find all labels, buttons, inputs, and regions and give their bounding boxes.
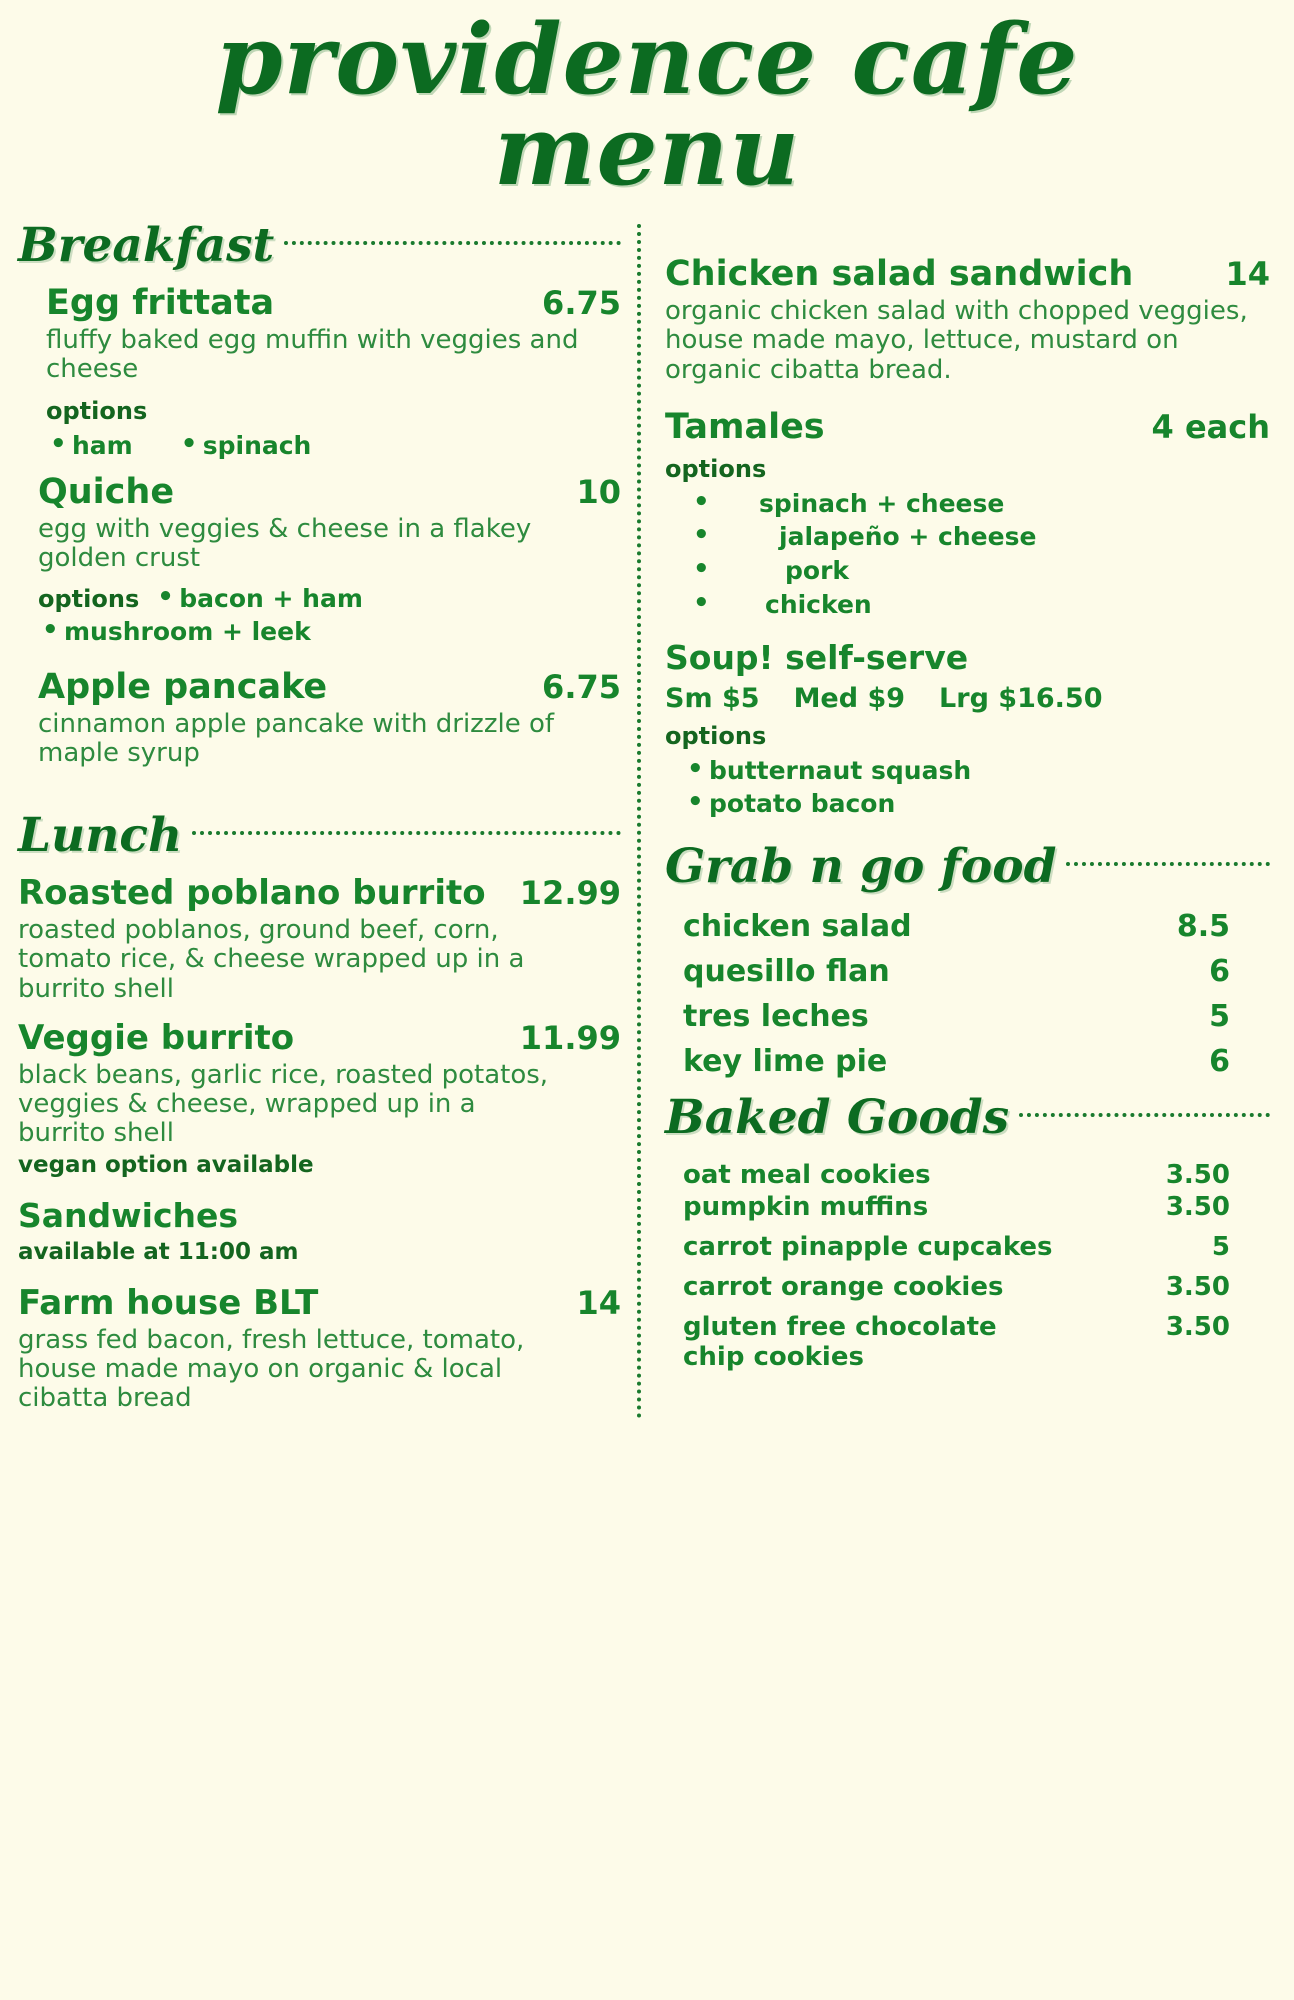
sandwiches-availability-note: available at 11:00 am [18, 1238, 299, 1265]
item-price: 3.50 [1165, 1312, 1230, 1343]
item-name: Veggie burrito [18, 1017, 295, 1058]
item-price: 5 [1211, 1232, 1230, 1263]
menu-item-chicken-salad-sandwich [665, 254, 1270, 384]
title-line-1: providence cafe [215, 3, 1079, 116]
item-name: Roasted poblano burrito [18, 873, 486, 914]
grab-n-go-list [665, 904, 1270, 1084]
item-price: 14 [576, 1283, 621, 1322]
item-price: 8.5 [1176, 909, 1230, 945]
soup-size-small: Sm $5 [665, 682, 760, 714]
list-item [665, 1267, 1270, 1307]
list-item [665, 994, 1270, 1039]
options-label: options [38, 584, 140, 613]
menu-item-soup [665, 638, 1270, 822]
item-price: 6 [1209, 1044, 1230, 1080]
option-item: • bacon + ham [153, 582, 363, 616]
item-description: roasted poblanos, ground beef, corn, tomato rice, & cheese wrapped up in a burrito shell [18, 915, 525, 1004]
option-item: • jalapeño + cheese [689, 520, 1270, 554]
left-column [18, 214, 637, 1419]
option-item: • chicken [689, 588, 1270, 622]
item-name: Farm house BLT [18, 1282, 319, 1323]
item-price: 11.99 [519, 1018, 621, 1057]
item-name: Apple pancake [38, 667, 328, 708]
options-list [153, 582, 363, 616]
menu-item-tamales [665, 407, 1270, 622]
list-item [665, 949, 1270, 994]
breakfast-heading [18, 218, 621, 273]
heading-dots [284, 241, 621, 245]
soup-heading: Soup! self-serve [665, 637, 969, 677]
item-description: organic chicken salad with chopped veggies, house made mayo, lettuce, mustard on organic cibatta bread. [665, 296, 1248, 385]
item-name: carrot orange cookies [683, 1272, 1004, 1303]
title-line-2: menu [493, 94, 801, 208]
item-price: 14 [1225, 255, 1270, 294]
item-description: black beans, garlic rice, roasted potatos, veggies & cheese, wrapped up in a burrito shell [18, 1059, 549, 1148]
menu-item-veggie-burrito [18, 1018, 621, 1178]
menu-item-farm-house-blt [18, 1283, 621, 1413]
item-price: 6 [1209, 954, 1230, 990]
item-price: 6.75 [542, 284, 621, 323]
option-item: • spinach + cheese [689, 487, 1270, 521]
item-price: 3.50 [1165, 1192, 1230, 1223]
item-name: oat meal cookies [683, 1160, 931, 1191]
vegan-note: vegan option available [18, 1151, 314, 1178]
item-name: carrot pinapple cupcakes [683, 1232, 1053, 1263]
item-name: pumpkin muffins [683, 1192, 929, 1223]
lunch-heading [18, 808, 621, 863]
item-price: 3.50 [1165, 1160, 1230, 1191]
baked-goods-heading-label: Baked Goods [665, 1090, 1010, 1146]
options-label: options [46, 396, 148, 425]
soup-size-medium: Med $9 [793, 682, 906, 714]
list-item [665, 1155, 1270, 1190]
item-description: egg with veggies & cheese in a flakey golden crust [38, 514, 532, 574]
options-list [665, 487, 1270, 622]
right-column [641, 214, 1270, 1419]
heading-dots [192, 831, 621, 835]
list-item [665, 1039, 1270, 1084]
options-label: options [665, 454, 767, 483]
options-list-2 [38, 615, 621, 649]
item-description: fluffy baked egg muffin with veggies and cheese [46, 325, 579, 385]
breakfast-heading-label: Breakfast [18, 218, 275, 274]
menu-item-egg-frittata [18, 283, 621, 462]
soup-sizes [665, 683, 1270, 714]
options-label: options [665, 721, 767, 750]
baked-goods-list [665, 1155, 1270, 1377]
item-price: 3.50 [1165, 1272, 1230, 1303]
page-title [0, 0, 1294, 208]
item-name: tres leches [683, 999, 869, 1035]
item-name: Quiche [38, 472, 175, 513]
item-description: grass fed bacon, fresh lettuce, tomato, house made mayo on organic & local cibatta bread [18, 1324, 525, 1414]
grab-n-go-heading [665, 839, 1270, 894]
list-item [665, 1227, 1270, 1267]
option-item: • mushroom + leek [38, 615, 621, 649]
option-item: • butternaut squash [683, 754, 1270, 788]
menu-item-apple-pancake [18, 667, 621, 768]
item-name: gluten free chocolate chip cookies [683, 1312, 997, 1373]
menu-columns [0, 214, 1294, 1419]
list-item [665, 1307, 1270, 1377]
options-list [46, 429, 621, 463]
options-list [665, 754, 1270, 822]
option-item: • pork [689, 554, 1270, 588]
menu-item-roasted-poblano-burrito [18, 873, 621, 1003]
option-item: • potato bacon [683, 787, 1270, 821]
option-item: • spinach [177, 429, 312, 463]
item-price: 4 each [1151, 407, 1270, 446]
item-name: quesillo flan [683, 954, 890, 990]
list-item [665, 1190, 1270, 1227]
option-item: • ham [46, 429, 133, 463]
heading-dots [1019, 1113, 1270, 1117]
item-price: 12.99 [519, 874, 621, 913]
menu-item-quiche [18, 472, 621, 649]
grab-n-go-heading-label: Grab n go food [665, 839, 1057, 895]
sandwiches-heading: Sandwiches [18, 1195, 239, 1235]
heading-dots [1066, 862, 1270, 866]
item-name: Chicken salad sandwich [665, 254, 1134, 295]
list-item [665, 904, 1270, 949]
item-description: cinnamon apple pancake with drizzle of maple syrup [38, 709, 555, 769]
item-name: key lime pie [683, 1044, 888, 1080]
item-price: 10 [576, 473, 621, 512]
item-name: Egg frittata [46, 283, 275, 324]
item-price: 6.75 [542, 668, 621, 707]
soup-size-large: Lrg $16.50 [939, 682, 1103, 714]
item-price: 5 [1209, 999, 1230, 1035]
lunch-heading-label: Lunch [18, 808, 183, 864]
baked-goods-heading [665, 1090, 1270, 1145]
item-name: chicken salad [683, 909, 912, 945]
item-name: Tamales [665, 406, 825, 447]
